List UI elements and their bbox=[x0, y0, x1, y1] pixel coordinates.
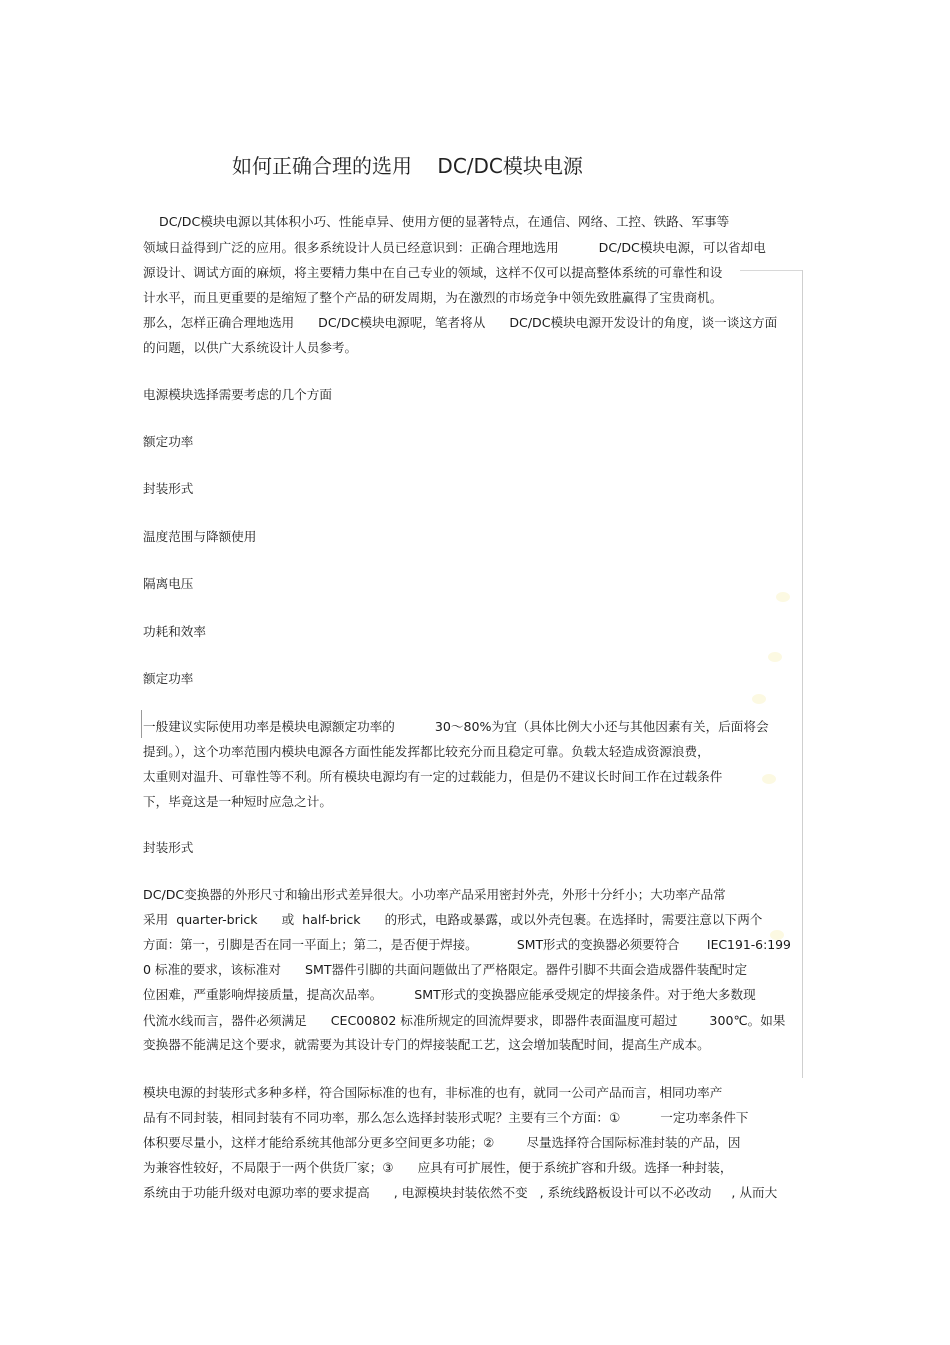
package-paragraph2-line: 体积要尽量小，这样才能给系统其他部分更多空间更多功能；② 尽量选择符合国际标准封装的产品，因 bbox=[143, 1135, 741, 1150]
intro-line: 领域日益得到广泛的应用。很多系统设计人员已经意识到：正确合理地选用 DC/DC模块电源，可以省却电 bbox=[143, 240, 766, 255]
package-paragraph2-line: 品有不同封装，相同封装有不同功率，那么怎么选择封装形式呢？主要有三个方面：① 一定功率条件下 bbox=[143, 1110, 749, 1125]
package-paragraph-line: 变换器不能满足这个要求，就需要为其设计专门的焊接装配工艺，这会增加装配时间，提高生产成本。 bbox=[143, 1037, 710, 1052]
section-heading: 额定功率 bbox=[143, 671, 194, 686]
intro-line: DC/DC模块电源以其体积小巧、性能卓异、使用方便的显著特点，在通信、网络、工控、铁路、军事等 bbox=[143, 214, 730, 229]
section-heading: 封装形式 bbox=[143, 481, 194, 496]
page-border-line bbox=[802, 270, 803, 1078]
scan-speck bbox=[776, 592, 790, 602]
scan-speck bbox=[768, 652, 782, 662]
package-paragraph-line: 位困难，严重影响焊接质量，提高次品率。 SMT形式的变换器应能承受规定的焊接条件。对于绝大多数现 bbox=[143, 987, 756, 1002]
package-paragraph-line: DC/DC变换器的外形尺寸和输出形式差异很大。小功率产品采用密封外壳，外形十分纤小；大功率产品常 bbox=[143, 887, 726, 902]
package-paragraph-line: 代流水线而言，器件必须满足 CEC00802 标准所规定的回流焊要求，即器件表面温度可超过 300℃。如果 bbox=[143, 1013, 786, 1028]
package-paragraph2-line: 为兼容性较好，不局限于一两个供货厂家；③ 应具有可扩展性，便于系统扩容和升级。选择一种封装， bbox=[143, 1160, 733, 1175]
scan-speck bbox=[752, 694, 766, 704]
page-border-line bbox=[141, 710, 142, 738]
intro-line: 计水平，而且更重要的是缩短了整个产品的研发周期，为在激烈的市场竞争中领先致胜赢得了宝贵商机。 bbox=[143, 290, 723, 305]
document-title: 如何正确合理的选用 DC/DC模块电源 bbox=[232, 154, 583, 178]
package-paragraph-line: 0 标准的要求，该标准对 SMT器件引脚的共面问题做出了严格限定。器件引脚不共面会造成器件装配时定 bbox=[143, 962, 748, 977]
power-paragraph-line: 提到。），这个功率范围内模块电源各方面性能发挥都比较充分而且稳定可靠。负载太轻造成资源浪费， bbox=[143, 744, 710, 759]
package-paragraph2-line: 模块电源的封装形式多种多样，符合国际标准的也有，非标准的也有，就同一公司产品而言，相同功率产 bbox=[143, 1085, 723, 1100]
intro-line: 那么，怎样正确合理地选用 DC/DC模块电源呢，笔者将从 DC/DC模块电源开发设计的角度，谈一谈这方面 bbox=[143, 315, 778, 330]
section-heading: 额定功率 bbox=[143, 434, 194, 449]
package-paragraph-line: 方面：第一，引脚是否在同一平面上；第二，是否便于焊接。 SMT形式的变换器必须要符合 IEC191-6:199 bbox=[143, 937, 791, 952]
section-heading: 功耗和效率 bbox=[143, 624, 206, 639]
scan-speck bbox=[762, 774, 776, 784]
intro-line: 源设计、调试方面的麻烦，将主要精力集中在自己专业的领域，这样不仅可以提高整体系统的可靠性和设 bbox=[143, 265, 723, 280]
package-paragraph-line: 采用 quarter-brick 或 half-brick 的形式，电路或暴露，或以外壳包裹。在选择时，需要注意以下两个 bbox=[143, 912, 763, 927]
power-paragraph-line: 一般建议实际使用功率是模块电源额定功率的 30～80%为宜（具体比例大小还与其他因素有关，后面将会 bbox=[143, 719, 769, 734]
section-heading: 温度范围与降额使用 bbox=[143, 529, 257, 544]
intro-line: 的问题，以供广大系统设计人员参考。 bbox=[143, 340, 358, 355]
page-border-line bbox=[740, 270, 802, 271]
section-heading: 封装形式 bbox=[143, 840, 194, 855]
package-paragraph2-line: 系统由于功能升级对电源功率的要求提高 , 电源模块封装依然不变 , 系统线路板设计可以不必改动 , 从而大 bbox=[143, 1185, 778, 1200]
power-paragraph-line: 下，毕竟这是一种短时应急之计。 bbox=[143, 794, 332, 809]
section-heading: 隔离电压 bbox=[143, 576, 194, 591]
power-paragraph-line: 太重则对温升、可靠性等不利。所有模块电源均有一定的过载能力，但是仍不建议长时间工作在过载条件 bbox=[143, 769, 723, 784]
section-heading: 电源模块选择需要考虑的几个方面 bbox=[143, 387, 332, 402]
